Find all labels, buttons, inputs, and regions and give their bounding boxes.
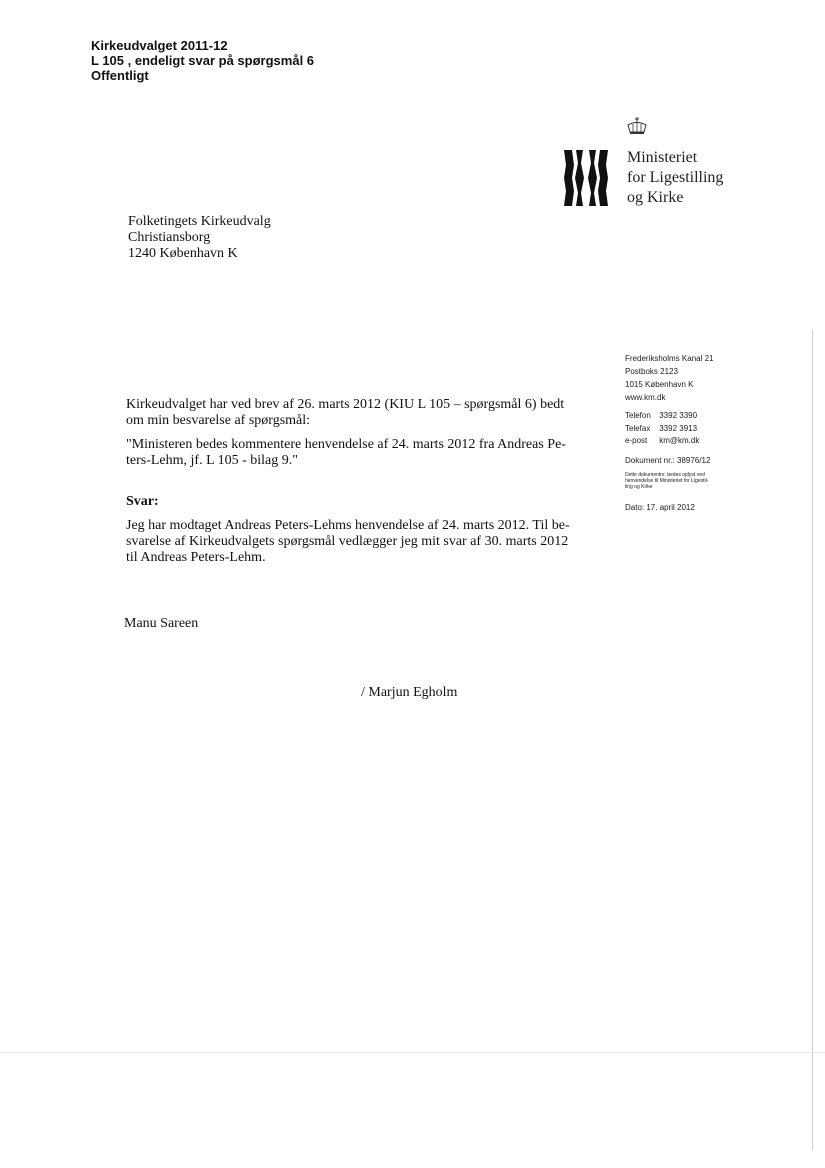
document-header bbox=[91, 38, 314, 83]
scan-fold-line bbox=[0, 1052, 825, 1053]
recipient-line3: 1240 København K bbox=[128, 246, 238, 261]
epost-label: e-post bbox=[625, 436, 648, 445]
telefax-value: 3392 3913 bbox=[659, 424, 698, 433]
ministry-name bbox=[627, 148, 723, 208]
quote-line2: ters-Lehm, jf. L 105 - bilag 9." bbox=[126, 453, 298, 468]
telefon-value: 3392 3390 bbox=[659, 411, 698, 420]
answer-line2: svarelse af Kirkeudvalgets spørgsmål vedlægger jeg mit svar af 30. marts 2012 bbox=[126, 534, 569, 549]
note-line3: ling og Kirke bbox=[625, 484, 653, 490]
ministry-name-line2: for Ligestilling bbox=[627, 169, 724, 186]
crown-icon bbox=[625, 117, 649, 137]
recipient-line2: Christiansborg bbox=[128, 230, 211, 245]
sidebar-telefax-row bbox=[625, 423, 697, 434]
sidebar-note bbox=[625, 472, 735, 490]
note-line1: Dette dokumentnr. bedes oplyst ved bbox=[625, 472, 705, 478]
sidebar-web: www.km.dk bbox=[625, 393, 666, 402]
sidebar-street: Frederiksholms Kanal 21 bbox=[625, 354, 714, 363]
cosign-name: / Marjun Egholm bbox=[361, 685, 458, 700]
answer-line1: Jeg har modtaget Andreas Peters-Lehms henvendelse af 24. marts 2012. Til be- bbox=[126, 518, 570, 533]
intro-line2: om min besvarelse af spørgsmål: bbox=[126, 413, 311, 428]
intro-line1: Kirkeudvalget har ved brev af 26. marts 2012 (KIU L 105 – spørgsmål 6) bedt bbox=[126, 397, 565, 412]
telefax-label: Telefax bbox=[625, 424, 651, 433]
sidebar-dokument: Dokument nr.: 38976/12 bbox=[625, 456, 711, 465]
letter-question-quote bbox=[126, 437, 566, 469]
sidebar-postbox: Postboks 2123 bbox=[625, 367, 678, 376]
header-committee: Kirkeudvalget 2011-12 bbox=[91, 38, 228, 53]
sidebar-telefon-row bbox=[625, 410, 697, 421]
sidebar-date: Dato: 17. april 2012 bbox=[625, 503, 695, 512]
recipient-line1: Folketingets Kirkeudvalg bbox=[128, 214, 271, 229]
svar-heading: Svar: bbox=[126, 494, 159, 509]
answer-line3: til Andreas Peters-Lehm. bbox=[126, 550, 266, 565]
quote-line1: "Ministeren bedes kommentere henvendelse af 24. marts 2012 fra Andreas Pe- bbox=[126, 437, 566, 452]
ministry-name-line3: og Kirke bbox=[627, 189, 684, 206]
ministry-name-line1: Ministeriet bbox=[627, 149, 698, 166]
telefon-label: Telefon bbox=[625, 411, 651, 420]
scan-edge-line bbox=[812, 330, 813, 1150]
recipient-address bbox=[128, 214, 271, 262]
signature-name: Manu Sareen bbox=[124, 616, 199, 631]
letter-answer bbox=[126, 518, 570, 566]
ministry-mark-icon bbox=[563, 149, 609, 207]
header-status: Offentligt bbox=[91, 68, 149, 83]
note-line2: henvendelse til Ministeriet for Ligestil- bbox=[625, 478, 709, 484]
sidebar-city: 1015 København K bbox=[625, 380, 694, 389]
letter-intro bbox=[126, 397, 566, 429]
sidebar-epost-row bbox=[625, 435, 699, 446]
epost-value: km@km.dk bbox=[659, 436, 700, 445]
header-reference: L 105 , endeligt svar på spørgsmål 6 bbox=[91, 53, 315, 68]
